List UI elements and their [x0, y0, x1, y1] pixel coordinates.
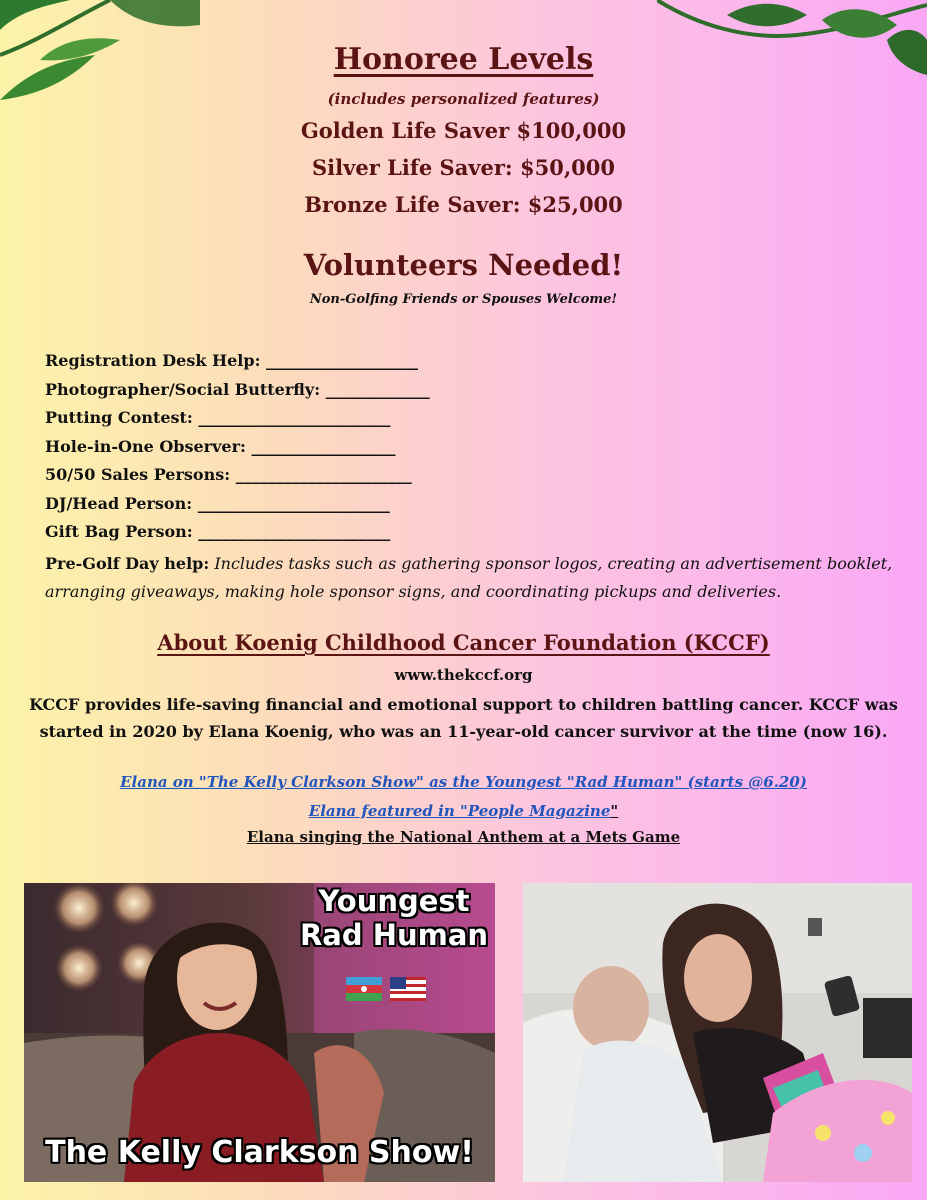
- pregolf-description: Includes tasks such as gathering sponsor logos, creating an advertisement booklet, arranging giveaways, making hole sponsor signs, and coordinating pickups and deliveries.: [45, 554, 893, 601]
- pregolf-help: [45, 550, 915, 606]
- kelly-clarkson-link[interactable]: Elana on "The Kelly Clarkson Show" as the Youngest "Rad Human" (starts @6.20): [120, 773, 807, 791]
- role-hole-in-one: Hole-in-One Observer: __________________: [45, 437, 396, 456]
- about-heading: About Koenig Childhood Cancer Foundation (KCCF): [157, 630, 770, 655]
- pregolf-label: Pre-Golf Day help:: [45, 554, 210, 573]
- level-bronze: Bronze Life Saver: $25,000: [304, 192, 623, 217]
- role-putting-contest: Putting Contest: ________________________: [45, 408, 391, 427]
- role-dj: DJ/Head Person: ________________________: [45, 494, 390, 513]
- people-magazine-quote: ": [610, 802, 619, 820]
- about-description: KCCF provides life-saving financial and emotional support to children battling cancer. KCCF was started in 2020 by Elana Koenig, who was an 11-year-old cancer survivor at the time (now 16).: [29, 695, 898, 741]
- people-magazine-line: [0, 801, 927, 820]
- overlay-youngest: Youngest: [318, 884, 470, 918]
- people-magazine-link[interactable]: Elana featured in "People Magazine: [308, 802, 611, 820]
- role-photographer: Photographer/Social Butterfly: _____________: [45, 380, 430, 399]
- overlay-rad-human: Rad Human: [299, 918, 489, 952]
- volunteers-heading: Volunteers Needed!: [303, 248, 624, 282]
- mets-anthem-link[interactable]: Elana singing the National Anthem at a Mets Game: [246, 828, 681, 846]
- about-url[interactable]: www.thekccf.org: [394, 666, 533, 684]
- role-registration-desk: Registration Desk Help: ___________________: [45, 351, 419, 370]
- honoree-levels-heading: Honoree Levels: [333, 42, 594, 77]
- role-gift-bag: Gift Bag Person: ________________________: [45, 522, 391, 541]
- honoree-levels-subtitle: (includes personalized features): [327, 90, 600, 108]
- volunteers-subtitle: Non-Golfing Friends or Spouses Welcome!: [309, 292, 618, 307]
- hospital-photo-art: [523, 883, 912, 1182]
- role-50-50-sales: 50/50 Sales Persons: ______________________: [45, 465, 412, 484]
- overlay-show-name: The Kelly Clarkson Show!: [45, 1135, 474, 1170]
- level-silver: Silver Life Saver: $50,000: [312, 155, 615, 180]
- hospital-photo: [523, 883, 912, 1182]
- kelly-clarkson-show-photo: [24, 883, 495, 1182]
- flags-icon: [346, 977, 426, 1001]
- level-golden: Golden Life Saver $100,000: [300, 118, 627, 143]
